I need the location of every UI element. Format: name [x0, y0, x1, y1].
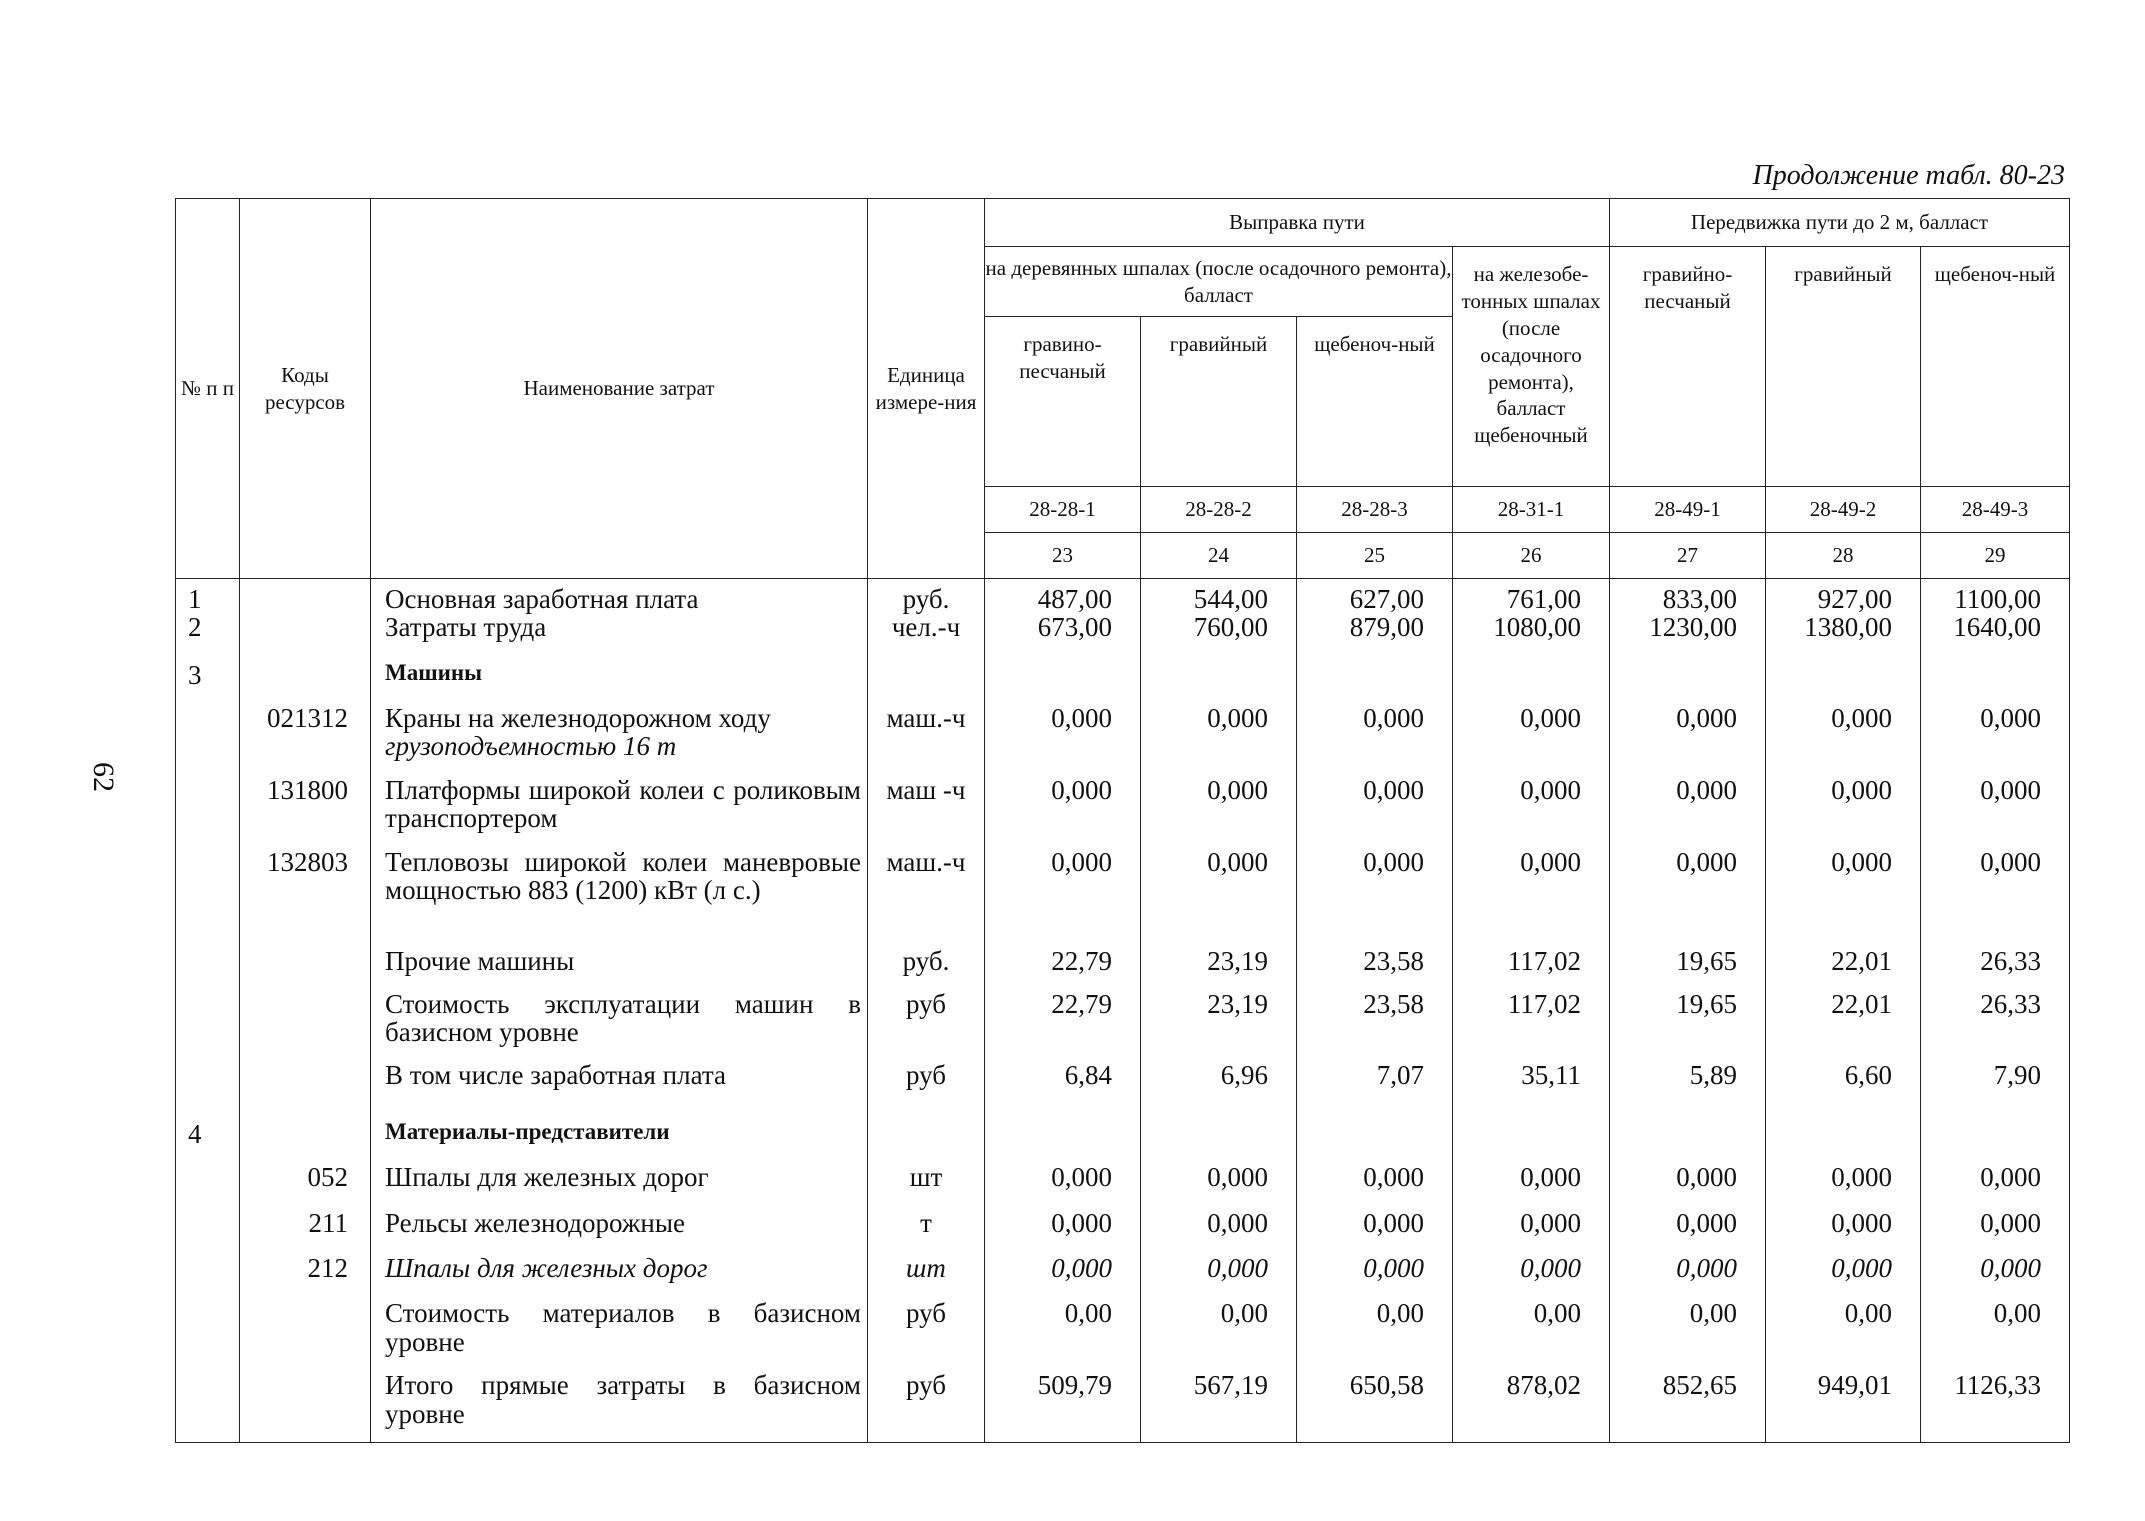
- header-code-25: 28-28-3: [1297, 487, 1453, 533]
- value-col-23: 22,79: [985, 941, 1141, 984]
- value-col-24: 544,00 760,00: [1141, 579, 1297, 655]
- header-col-25-type: щебеноч-ный: [1297, 317, 1453, 487]
- value-col-24: [1141, 655, 1297, 698]
- value-col-26: 878,02: [1453, 1365, 1610, 1442]
- table-row: [176, 1203, 2070, 1248]
- value-col-27: 0,000: [1610, 1248, 1766, 1293]
- row-number: [176, 1365, 240, 1442]
- value-col-23: 0,000: [985, 1248, 1141, 1293]
- value-col-25: [1297, 1114, 1453, 1157]
- table-row: [176, 1055, 2070, 1115]
- row-number: 1 2: [176, 579, 240, 655]
- value-col-29: 1126,33: [1921, 1365, 2070, 1442]
- table-row: [176, 1365, 2070, 1442]
- cost-name: Машины: [371, 655, 868, 698]
- header-unit: Единица измере-ния: [868, 199, 985, 579]
- value-col-26: 35,11: [1453, 1055, 1610, 1115]
- resource-code: [240, 1114, 371, 1157]
- resource-code: 052: [240, 1157, 371, 1202]
- unit: руб: [868, 1055, 985, 1115]
- value-col-27: 0,000: [1610, 1203, 1766, 1248]
- value-col-24: 0,000: [1141, 1203, 1297, 1248]
- value-col-27: 0,000: [1610, 698, 1766, 770]
- value-col-24: 0,000: [1141, 1157, 1297, 1202]
- value-col-29: 0,000: [1921, 698, 2070, 770]
- value-col-25: 0,000: [1297, 842, 1453, 941]
- value-col-26: 0,000: [1453, 698, 1610, 770]
- table-row: [176, 698, 2070, 770]
- value-col-25: 23,58: [1297, 984, 1453, 1055]
- value-col-26: 0,000: [1453, 842, 1610, 941]
- header-group-track-alignment: Выправка пути: [985, 199, 1610, 247]
- value-col-23: 6,84: [985, 1055, 1141, 1115]
- resource-code: [240, 655, 371, 698]
- value-col-26: [1453, 1114, 1610, 1157]
- value-col-28: 0,000: [1766, 1248, 1921, 1293]
- value-col-27: 0,000: [1610, 770, 1766, 842]
- value-col-23: 0,000: [985, 770, 1141, 842]
- value-col-23: 509,79: [985, 1365, 1141, 1442]
- value-col-26: 761,00 1080,00: [1453, 579, 1610, 655]
- value-col-25: 0,000: [1297, 770, 1453, 842]
- resource-code: 021312: [240, 698, 371, 770]
- value-col-29: 0,000: [1921, 842, 2070, 941]
- resource-code: 211: [240, 1203, 371, 1248]
- header-concrete-sleepers: на железобе-тонных шпалах (после осадочного ремонта), балласт щебеночный: [1453, 247, 1610, 487]
- value-col-28: 0,000: [1766, 1157, 1921, 1202]
- table-body: [176, 579, 2070, 1443]
- value-col-28: 0,000: [1766, 770, 1921, 842]
- cost-name: Основная заработная плата Затраты труда: [371, 579, 868, 655]
- table-row: [176, 1248, 2070, 1293]
- unit: руб: [868, 1293, 985, 1365]
- value-col-25: 0,000: [1297, 698, 1453, 770]
- header-num-26: 26: [1453, 533, 1610, 579]
- value-col-29: 1100,00 1640,00: [1921, 579, 2070, 655]
- value-col-24: 23,19: [1141, 941, 1297, 984]
- resource-code: [240, 1365, 371, 1442]
- cost-name: Итого прямые затраты в базисном уровне: [371, 1365, 868, 1442]
- cost-name: Тепловозы широкой колеи маневровые мощностью 883 (1200) кВт (л с.): [371, 842, 868, 941]
- value-col-24: 0,000: [1141, 1248, 1297, 1293]
- unit: т: [868, 1203, 985, 1248]
- value-col-23: 0,000: [985, 842, 1141, 941]
- value-col-29: 0,000: [1921, 1157, 2070, 1202]
- header-group-track-shift: Передвижка пути до 2 м, балласт: [1610, 199, 2070, 247]
- value-col-28: 0,000: [1766, 1203, 1921, 1248]
- cost-name: Платформы широкой колеи с роликовым транспортером: [371, 770, 868, 842]
- value-col-29: 0,000: [1921, 1248, 2070, 1293]
- value-col-23: 0,000: [985, 698, 1141, 770]
- row-number: [176, 1248, 240, 1293]
- cost-name: Рельсы железнодорожные: [371, 1203, 868, 1248]
- cost-name: Шпалы для железных дорог: [371, 1248, 868, 1293]
- header-no: № п п: [176, 199, 240, 579]
- table-row: [176, 941, 2070, 984]
- header-code-27: 28-49-1: [1610, 487, 1766, 533]
- value-col-28: 6,60: [1766, 1055, 1921, 1115]
- row-number: [176, 1293, 240, 1365]
- resource-code: 131800: [240, 770, 371, 842]
- row-number: [176, 842, 240, 941]
- cost-table: [175, 198, 2070, 1443]
- value-col-23: 487,00 673,00: [985, 579, 1141, 655]
- cost-name: Краны на железнодорожном ходу грузоподъемностью 16 т: [371, 698, 868, 770]
- table-row: [176, 842, 2070, 941]
- unit: руб.: [868, 941, 985, 984]
- page-number: 62: [87, 762, 120, 792]
- resource-code: [240, 579, 371, 655]
- value-col-29: [1921, 655, 2070, 698]
- value-col-24: 0,000: [1141, 698, 1297, 770]
- value-col-24: [1141, 1114, 1297, 1157]
- row-number: [176, 941, 240, 984]
- unit: руб. чел.-ч: [868, 579, 985, 655]
- unit: маш.-ч: [868, 698, 985, 770]
- header-num-25: 25: [1297, 533, 1453, 579]
- resource-code: [240, 1055, 371, 1115]
- cost-name: Стоимость материалов в базисном уровне: [371, 1293, 868, 1365]
- value-col-28: 0,00: [1766, 1293, 1921, 1365]
- value-col-23: 0,000: [985, 1203, 1141, 1248]
- header-code-29: 28-49-3: [1921, 487, 2070, 533]
- row-number: [176, 698, 240, 770]
- value-col-28: 0,000: [1766, 698, 1921, 770]
- table-continuation-caption: Продолжение табл. 80-23: [1752, 160, 2065, 191]
- header-num-27: 27: [1610, 533, 1766, 579]
- table-row: [176, 984, 2070, 1055]
- header-col-27-type: гравийно-песчаный: [1610, 247, 1766, 487]
- value-col-27: 5,89: [1610, 1055, 1766, 1115]
- value-col-29: 0,000: [1921, 770, 2070, 842]
- cost-name-italic: грузоподъемностью 16 т: [385, 731, 677, 762]
- value-col-24: 0,000: [1141, 770, 1297, 842]
- value-col-27: 0,000: [1610, 1157, 1766, 1202]
- value-col-26: 0,00: [1453, 1293, 1610, 1365]
- value-col-28: [1766, 1114, 1921, 1157]
- row-number: 3: [176, 655, 240, 698]
- unit: [868, 1114, 985, 1157]
- resource-code: [240, 1293, 371, 1365]
- unit: шт: [868, 1248, 985, 1293]
- value-col-27: 19,65: [1610, 984, 1766, 1055]
- row-number: [176, 1203, 240, 1248]
- row-number: [176, 984, 240, 1055]
- header-num-24: 24: [1141, 533, 1297, 579]
- value-col-27: 852,65: [1610, 1365, 1766, 1442]
- unit: руб: [868, 984, 985, 1055]
- cost-name: В том числе заработная плата: [371, 1055, 868, 1115]
- value-col-28: [1766, 655, 1921, 698]
- value-col-24: 6,96: [1141, 1055, 1297, 1115]
- value-col-29: [1921, 1114, 2070, 1157]
- row-number: [176, 1157, 240, 1202]
- value-col-24: 567,19: [1141, 1365, 1297, 1442]
- header-resource-codes: Коды ресурсов: [240, 199, 371, 579]
- header-num-23: 23: [985, 533, 1141, 579]
- value-col-23: 22,79: [985, 984, 1141, 1055]
- value-col-23: 0,000: [985, 1157, 1141, 1202]
- value-col-25: 0,000: [1297, 1157, 1453, 1202]
- value-col-25: 650,58: [1297, 1365, 1453, 1442]
- value-col-25: 0,00: [1297, 1293, 1453, 1365]
- header-code-28: 28-49-2: [1766, 487, 1921, 533]
- unit: шт: [868, 1157, 985, 1202]
- value-col-29: 0,000: [1921, 1203, 2070, 1248]
- value-col-29: 7,90: [1921, 1055, 2070, 1115]
- table-row: [176, 770, 2070, 842]
- value-col-23: [985, 655, 1141, 698]
- resource-code: 132803: [240, 842, 371, 941]
- value-col-27: 0,000: [1610, 842, 1766, 941]
- value-col-27: 833,00 1230,00: [1610, 579, 1766, 655]
- value-col-23: [985, 1114, 1141, 1157]
- value-col-26: 0,000: [1453, 1157, 1610, 1202]
- value-col-23: 0,00: [985, 1293, 1141, 1365]
- header-code-24: 28-28-2: [1141, 487, 1297, 533]
- value-col-26: 117,02: [1453, 941, 1610, 984]
- value-col-26: 0,000: [1453, 1248, 1610, 1293]
- header-code-23: 28-28-1: [985, 487, 1141, 533]
- table-row: [176, 655, 2070, 698]
- cost-name: Материалы-представители: [371, 1114, 868, 1157]
- value-col-24: 0,000: [1141, 842, 1297, 941]
- unit: [868, 655, 985, 698]
- cost-name: Прочие машины: [371, 941, 868, 984]
- value-col-26: 0,000: [1453, 1203, 1610, 1248]
- cost-name: Шпалы для железных дорог: [371, 1157, 868, 1202]
- header-num-29: 29: [1921, 533, 2070, 579]
- unit: маш.-ч: [868, 842, 985, 941]
- header-col-24-type: гравийный: [1141, 317, 1297, 487]
- cost-name: Стоимость эксплуатации машин в базисном уровне: [371, 984, 868, 1055]
- value-col-25: 7,07: [1297, 1055, 1453, 1115]
- table-row: [176, 1157, 2070, 1202]
- value-col-24: 0,00: [1141, 1293, 1297, 1365]
- value-col-26: 117,02: [1453, 984, 1610, 1055]
- header-col-29-type: щебеноч-ный: [1921, 247, 2070, 487]
- resource-code: 212: [240, 1248, 371, 1293]
- value-col-25: [1297, 655, 1453, 698]
- row-number: 4: [176, 1114, 240, 1157]
- value-col-27: 19,65: [1610, 941, 1766, 984]
- header-wood-sleepers: на деревянных шпалах (после осадочного ремонта), балласт: [985, 247, 1453, 317]
- value-col-28: 0,000: [1766, 842, 1921, 941]
- header-col-23-type: гравино-песчаный: [985, 317, 1141, 487]
- header-code-26: 28-31-1: [1453, 487, 1610, 533]
- value-col-27: [1610, 1114, 1766, 1157]
- value-col-29: 26,33: [1921, 941, 2070, 984]
- value-col-25: 23,58: [1297, 941, 1453, 984]
- value-col-26: 0,000: [1453, 770, 1610, 842]
- value-col-27: 0,00: [1610, 1293, 1766, 1365]
- header-cost-name: Наименование затрат: [371, 199, 868, 579]
- value-col-28: 927,00 1380,00: [1766, 579, 1921, 655]
- value-col-28: 22,01: [1766, 941, 1921, 984]
- value-col-24: 23,19: [1141, 984, 1297, 1055]
- table-row: [176, 1293, 2070, 1365]
- value-col-25: 0,000: [1297, 1248, 1453, 1293]
- value-col-25: 0,000: [1297, 1203, 1453, 1248]
- row-number: [176, 770, 240, 842]
- value-col-26: [1453, 655, 1610, 698]
- row-number: [176, 1055, 240, 1115]
- value-col-28: 22,01: [1766, 984, 1921, 1055]
- unit: маш -ч: [868, 770, 985, 842]
- header-col-28-type: гравийный: [1766, 247, 1921, 487]
- value-col-25: 627,00 879,00: [1297, 579, 1453, 655]
- value-col-29: 0,00: [1921, 1293, 2070, 1365]
- value-col-27: [1610, 655, 1766, 698]
- resource-code: [240, 941, 371, 984]
- table-row: [176, 1114, 2070, 1157]
- resource-code: [240, 984, 371, 1055]
- value-col-28: 949,01: [1766, 1365, 1921, 1442]
- value-col-29: 26,33: [1921, 984, 2070, 1055]
- table-row: [176, 579, 2070, 655]
- unit: руб: [868, 1365, 985, 1442]
- header-num-28: 28: [1766, 533, 1921, 579]
